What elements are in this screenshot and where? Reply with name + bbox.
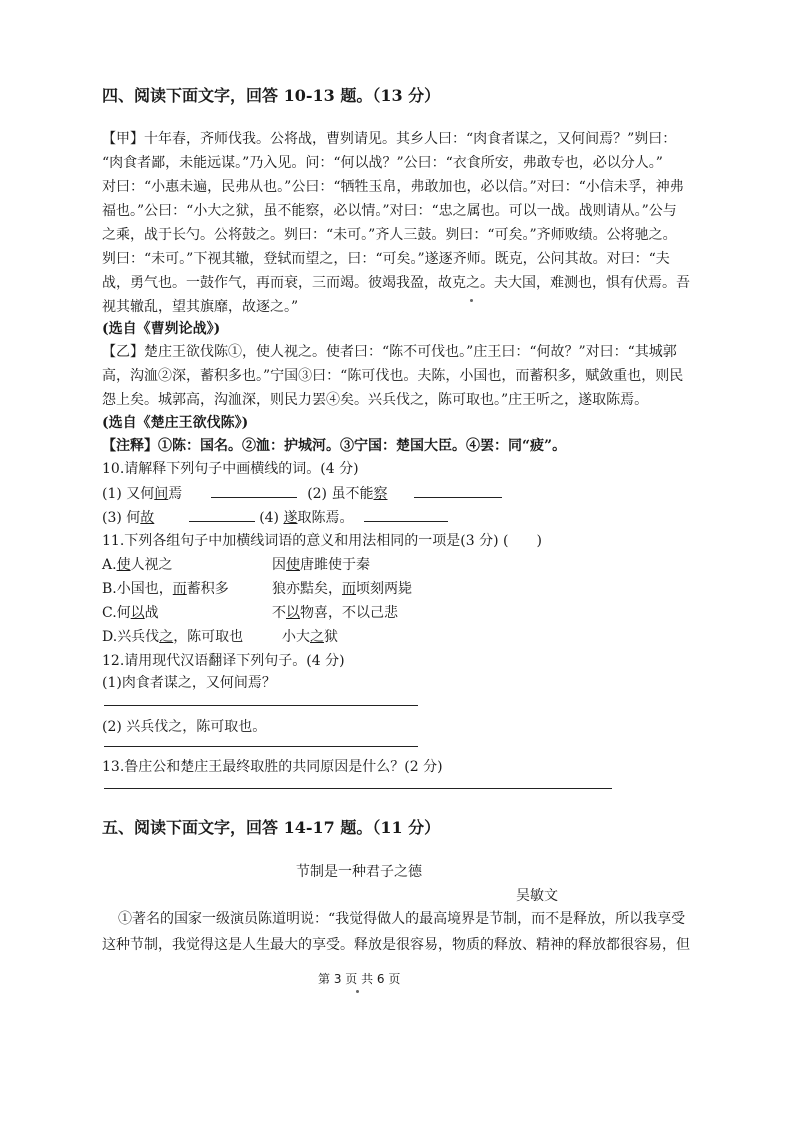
- passage-yi-line: 高，沟洫②深，蓄积多也。”宁国③曰：“陈可伐也。夫陈，小国也，而蓄积多，赋敛重也，则民: [102, 368, 684, 384]
- answer-line[interactable]: [104, 746, 418, 747]
- q10-item-text: 焉: [168, 486, 183, 502]
- option-underlined-word: 之: [310, 629, 324, 645]
- option-text: 唐雎使于秦: [300, 557, 370, 573]
- question-10-row: [102, 483, 502, 504]
- option-underlined-word: 使: [116, 557, 131, 573]
- answer-line[interactable]: [104, 705, 418, 706]
- option-text: 顷刻两毙: [356, 581, 412, 597]
- q10-item-text: 虽不能: [331, 486, 374, 502]
- option-label: C.: [102, 605, 117, 621]
- option-text: 何: [116, 605, 131, 621]
- passage-yi-line: 怨上矣。城郭高，沟洫深，则民力罢④矣。兴兵伐之，陈可取也。”庄王听之，遂取陈焉。: [102, 392, 649, 408]
- article-title: 节制是一种君子之德: [296, 864, 422, 880]
- q10-item-text: 取陈焉。: [297, 510, 354, 526]
- article-author: 吴敏文: [516, 888, 558, 904]
- option-underlined-word: 使: [286, 557, 300, 573]
- q10-item-number: (3): [102, 510, 127, 526]
- passage-jia-line: 对曰：“小惠未遍，民弗从也。”公曰：“牺牲玉帛，弗敢加也，必以信。”对曰：“小信未孚，神弗: [102, 179, 684, 195]
- question-10-row: [102, 507, 448, 528]
- option-text: ，陈可取也: [173, 629, 244, 645]
- q11-option-d-compare: [282, 627, 338, 647]
- option-text: 小国也，: [116, 581, 173, 597]
- q11-option-d[interactable]: [102, 627, 243, 647]
- option-label: B.: [102, 581, 117, 597]
- q11-option-a-compare: [272, 555, 370, 575]
- scan-speck: [470, 299, 473, 302]
- q10-item-number: (4): [259, 510, 284, 526]
- option-text: 不: [272, 605, 286, 621]
- q10-item-text: 又何: [126, 486, 155, 502]
- q11-option-b[interactable]: [102, 579, 229, 599]
- q10-underlined-word: 间: [154, 486, 169, 502]
- section-4-heading: 四、阅读下面文字，回答 10-13 题。（13 分）: [102, 86, 441, 105]
- option-underlined-word: 以: [286, 605, 300, 621]
- answer-line[interactable]: [104, 788, 612, 789]
- q11-option-b-compare: [272, 579, 412, 599]
- option-underlined-word: 而: [342, 581, 356, 597]
- answer-blank[interactable]: [189, 507, 255, 522]
- article-paragraph-line: 这种节制，我觉得这是人生最大的享受。释放是很容易，物质的释放、精神的释放都很容易，但: [102, 937, 690, 953]
- passage-jia-line: 【甲】十年春，齐师伐我。公将战，曹刿请见。其乡人曰：“肉食者谋之，又何间焉？”刿曰：: [102, 131, 677, 147]
- option-label: A.: [102, 557, 117, 573]
- question-12-stem: 12.请用现代汉语翻译下列句子。(4 分): [102, 653, 345, 669]
- option-text: 战: [144, 605, 159, 621]
- article-paragraph-line: ①著名的国家一级演员陈道明说：“我觉得做人的最高境界是节制，而不是释放，所以我享受: [118, 911, 686, 927]
- q10-underlined-word: 遂: [283, 510, 298, 526]
- answer-blank[interactable]: [364, 507, 448, 522]
- option-text: 因: [272, 557, 286, 573]
- q11-option-c[interactable]: [102, 603, 159, 623]
- answer-blank[interactable]: [414, 483, 502, 498]
- option-underlined-word: 而: [172, 581, 187, 597]
- passage-jia-line: 福也。”公曰：“小大之狱，虽不能察，必以情。”对曰：“忠之属也。可以一战。战则请从。”公与: [102, 203, 677, 219]
- question-12-sentence-2: (2) 兴兵伐之，陈可取也。: [102, 719, 267, 735]
- option-text: 兴兵伐: [117, 629, 160, 645]
- option-text: 人视之: [130, 557, 173, 573]
- question-11-stem: 11.下列各组句子中加横线词语的意义和用法相同的一项是(3 分) ( ): [102, 533, 542, 549]
- page-footer: 第 3 页 共 6 页: [318, 972, 401, 986]
- option-underlined-word: 以: [130, 605, 145, 621]
- question-10-stem: 10.请解释下列句子中画横线的词。(4 分): [102, 461, 359, 477]
- q10-item-number: (2): [307, 486, 332, 502]
- annotations: 【注释】①陈：国名。②洫：护城河。③宁国：楚国大臣。④罢：同“疲”。: [102, 438, 567, 454]
- q11-option-c-compare: [272, 603, 398, 623]
- passage-jia-line: 战，勇气也。一鼓作气，再而衰，三而竭。彼竭我盈，故克之。夫大国，难测也，惧有伏焉。吾: [102, 275, 690, 291]
- passage-yi-source: (选自《楚庄王欲伐陈》): [102, 415, 249, 431]
- option-text: 小大: [282, 629, 310, 645]
- passage-jia-line: 刿曰：“未可。”下视其辙，登轼而望之，曰：“可矣。”遂逐齐师。既克，公问其故。对曰：“夫: [102, 251, 670, 267]
- q10-underlined-word: 故: [140, 510, 155, 526]
- question-13-stem: 13.鲁庄公和楚庄王最终取胜的共同原因是什么？(2 分): [102, 759, 443, 775]
- q10-underlined-word: 察: [373, 486, 388, 502]
- option-underlined-word: 之: [159, 629, 174, 645]
- option-text: 狱: [324, 629, 338, 645]
- option-label: D.: [102, 629, 118, 645]
- question-12-sentence-1: (1)肉食者谋之，又何间焉？: [102, 675, 276, 691]
- answer-blank[interactable]: [211, 483, 297, 498]
- q10-item-number: (1): [102, 486, 127, 502]
- passage-jia-line: 之乘，战于长勺。公将鼓之。刿曰：“未可。”齐人三鼓。刿曰：“可矣。”齐师败绩。公将驰之。: [102, 227, 677, 243]
- section-5-heading: 五、阅读下面文字，回答 14-17 题。（11 分）: [102, 818, 441, 837]
- option-text: 物喜，不以己悲: [300, 605, 398, 621]
- scan-speck: [356, 990, 359, 993]
- passage-jia-line: 视其辙乱，望其旗靡，故逐之。”: [102, 299, 299, 315]
- option-text: 狼亦黠矣，: [272, 581, 342, 597]
- q11-option-a[interactable]: [102, 555, 173, 575]
- passage-yi-line: 【乙】楚庄王欲伐陈①，使人视之。使者曰：“陈不可伐也。”庄王曰：“何故？”对曰：“其城郭: [102, 344, 677, 360]
- option-text: 蓄积多: [186, 581, 229, 597]
- passage-jia-line: “肉食者鄙，未能远谋。”乃入见。问：“何以战？”公曰：“衣食所安，弗敢专也，必以分人。”: [102, 155, 663, 171]
- passage-jia-source: (选自《曹刿论战》): [102, 321, 221, 337]
- q10-item-text: 何: [126, 510, 141, 526]
